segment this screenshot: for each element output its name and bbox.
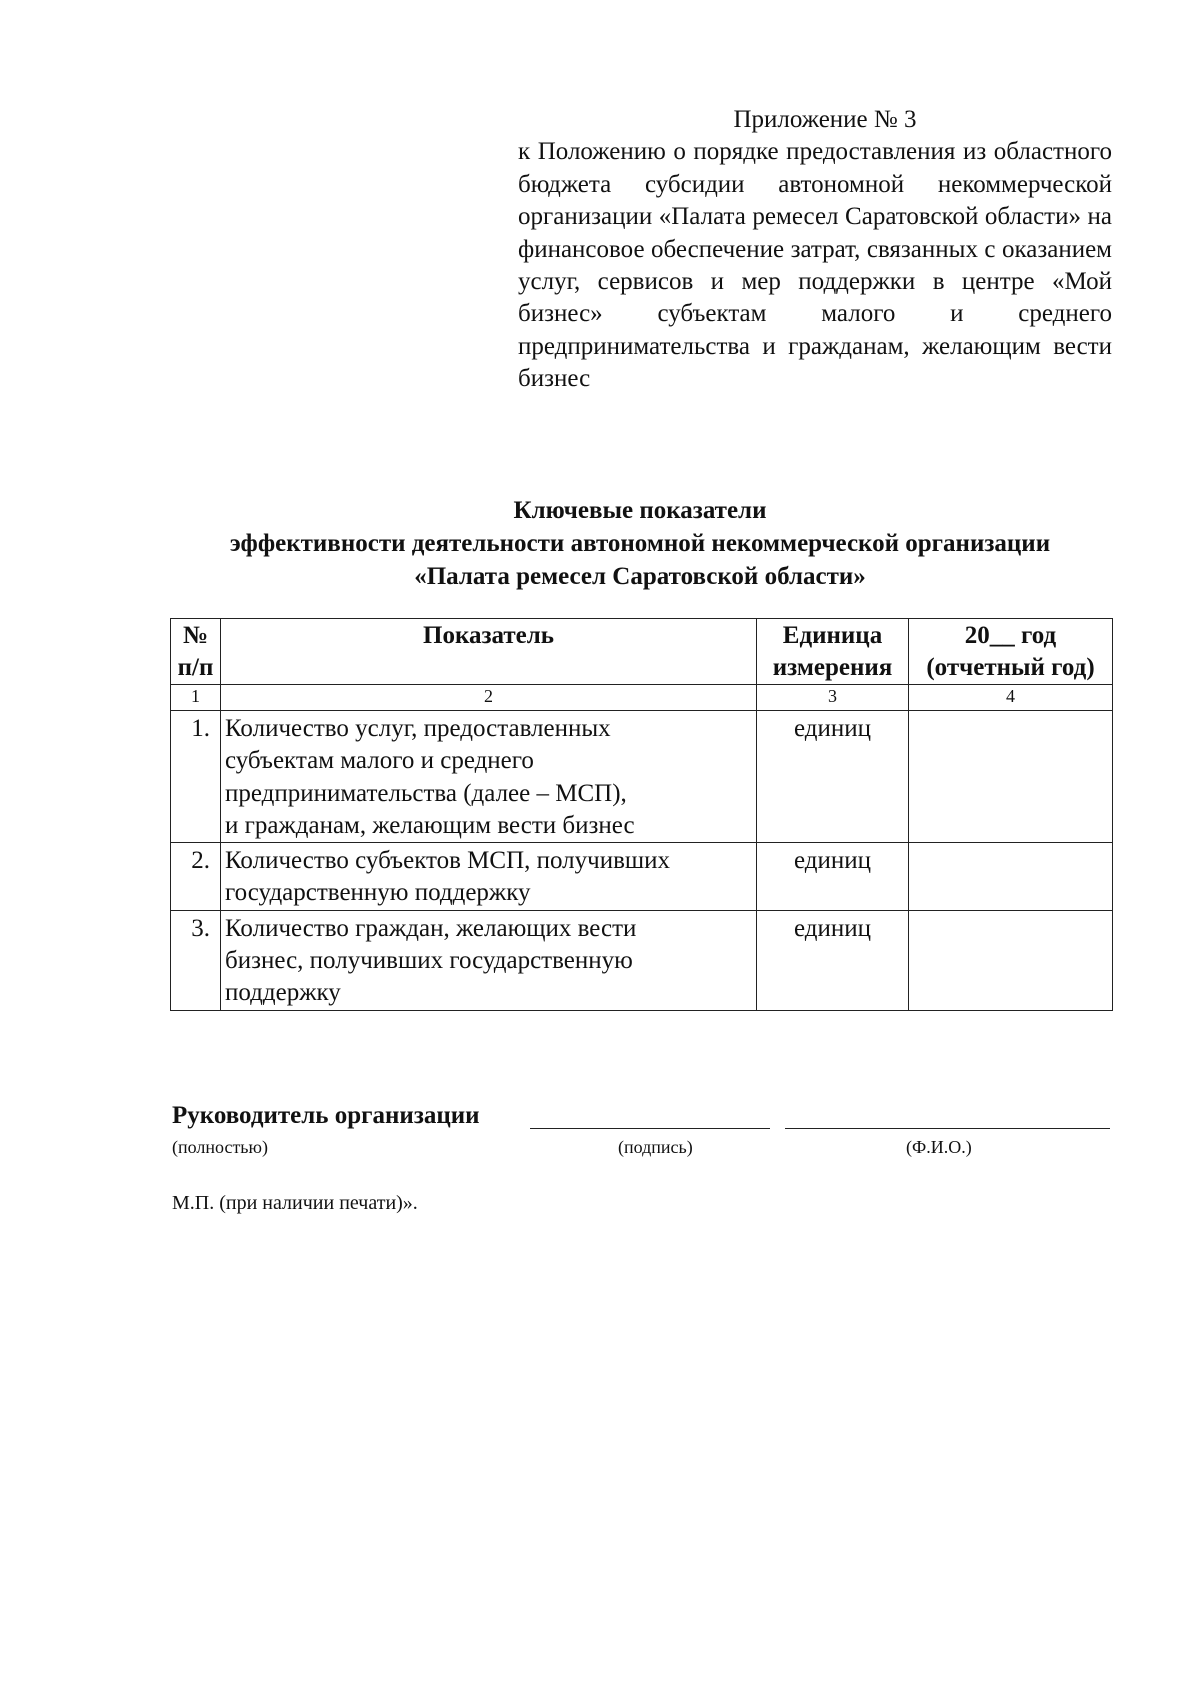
indicator-line: и гражданам, желающим вести бизнес [225,811,635,839]
header-unit [757,619,909,685]
row-indicator [221,910,757,1010]
row-number: 1. [171,711,221,843]
row-indicator [221,843,757,911]
title-line-2: эффективности деятельности автономной некоммерческой организации [229,530,1051,557]
appendix-block [518,104,1112,396]
indicator-line: бизнес, получивших государственную [225,947,633,975]
header-unit-line2: измерения [772,654,893,681]
column-index: 4 [909,685,1113,711]
table-row [171,711,1113,843]
indicator-line: предпринимательства (далее – МСП), [225,779,627,807]
signature-label: Руководитель организации [172,1102,480,1129]
header-unit-line1: Единица [782,622,883,649]
header-year [909,619,1113,685]
header-number [171,619,221,685]
row-unit: единиц [757,843,909,911]
indicator-line: Количество услуг, предоставленных [225,715,611,742]
header-number-line2: п/п [177,654,214,681]
appendix-number: Приложение № 3 [733,106,917,133]
header-year-line2: (отчетный год) [926,654,1095,681]
indicator-line: Количество граждан, желающих вести [225,914,637,942]
row-unit: единиц [757,910,909,1010]
indicator-line: Количество субъектов МСП, получивших [225,847,671,875]
row-value[interactable] [909,843,1113,911]
row-value[interactable] [909,711,1113,843]
table-row [171,910,1113,1010]
column-index: 1 [171,685,221,711]
appendix-text: к Положению о порядке предоставления из областного бюджета субсидии автономной некоммерческой организации «Палата ремесел Саратовской области» на финансовое обеспечение затрат, связанных с оказанием услуг, сервисов и мер поддержки в центре «Мой бизнес» субъектам малого и среднего предпринимательства и гражданам, желающим вести бизнес [518,138,1112,393]
row-number: 3. [171,910,221,1010]
kpi-table [170,618,1113,1011]
signature-line[interactable] [530,1128,770,1129]
row-value[interactable] [909,910,1113,1010]
header-number-line1: № [182,622,209,649]
column-index: 3 [757,685,909,711]
column-index: 2 [221,685,757,711]
caption-name: (Ф.И.О.) [906,1137,972,1157]
caption-sign: (подпись) [618,1137,693,1157]
row-number: 2. [171,843,221,911]
row-indicator [221,711,757,843]
caption-full: (полностью) [172,1137,268,1157]
table-header-row [171,619,1113,685]
header-indicator: Показатель [221,619,757,685]
document-title [140,494,1140,593]
title-line-1: Ключевые показатели [513,497,767,524]
title-line-3: «Палата ремесел Саратовской области» [414,563,866,590]
header-year-line1: 20__ год [964,622,1057,649]
column-index-row [171,685,1113,711]
indicator-line: государственную поддержку [225,879,531,907]
indicator-line: поддержку [225,979,341,1007]
name-line[interactable] [785,1128,1110,1129]
indicator-line: субъектам малого и среднего [225,747,534,775]
table-row [171,843,1113,911]
row-unit: единиц [757,711,909,843]
stamp-note: М.П. (при наличии печати)». [172,1192,418,1214]
